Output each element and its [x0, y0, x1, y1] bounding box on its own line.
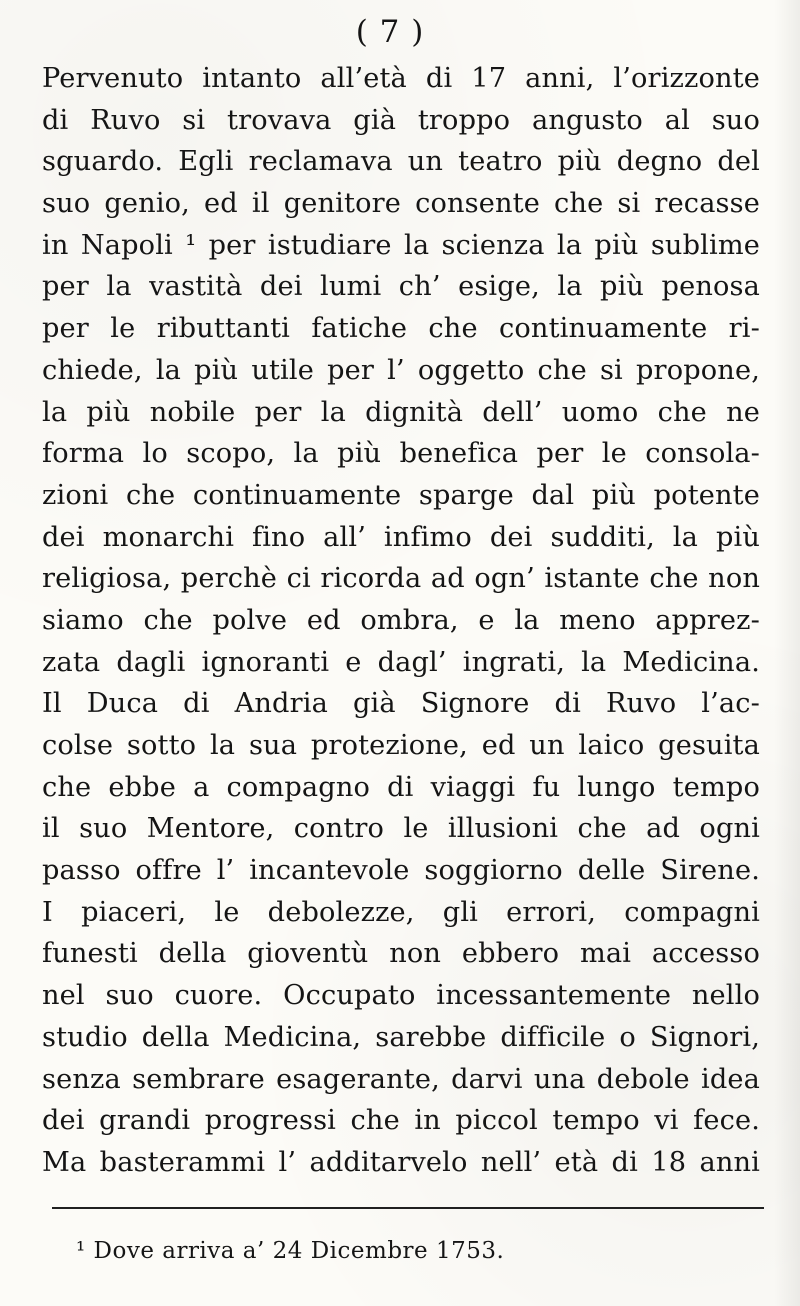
text-line-11: zioni che continuamente sparge dal più potente [42, 479, 760, 511]
text-line-12: dei monarchi fino all’ infimo dei sudditi, la più [42, 521, 760, 553]
footnote-text: ¹ Dove arriva a’ 24 Dicembre 1753. [76, 1238, 505, 1264]
text-line-27: Ma basterammi l’ additarvelo nell’ età di 18 anni [42, 1146, 760, 1178]
text-line-15: zata dagli ignoranti e dagl’ ingrati, la Medicina. [42, 646, 760, 678]
text-line-24: studio della Medicina, sarebbe difficile o Signori, [42, 1021, 760, 1053]
text-line-13: religiosa, perchè ci ricorda ad ogn’ istante che non [42, 563, 760, 595]
text-line-16: Il Duca di Andria già Signore di Ruvo l’ac- [42, 688, 760, 720]
text-line-14: siamo che polve ed ombra, e la meno apprez- [42, 604, 760, 636]
text-line-2: di Ruvo si trovava già troppo angusto al suo [42, 104, 760, 136]
page-number: ( 7 ) [355, 14, 425, 50]
body-text [42, 58, 760, 1184]
text-line-9: la più nobile per la dignità dell’ uomo che ne [42, 396, 760, 428]
text-line-1: Pervenuto intanto all’età di 17 anni, l’orizzonte [42, 63, 760, 94]
text-line-10: forma lo scopo, la più benefica per le consola- [42, 438, 760, 470]
page-edge-shadow [774, 0, 800, 1306]
text-line-21: I piaceri, le debolezze, gli errori, compagni [42, 896, 760, 928]
text-line-7: per le ributtanti fatiche che continuamente ri- [42, 313, 760, 345]
text-line-20: passo offre l’ incantevole soggiorno delle Sirene. [42, 855, 760, 887]
text-line-23: nel suo cuore. Occupato incessantemente nello [42, 980, 760, 1012]
text-line-18: che ebbe a compagno di viaggi fu lungo tempo [42, 771, 760, 803]
text-line-17: colse sotto la sua protezione, ed un laico gesuita [42, 730, 760, 761]
text-line-26: dei grandi progressi che in piccol tempo vi fece. [42, 1105, 760, 1137]
text-line-19: il suo Mentore, contro le illusioni che ad ogni [42, 813, 760, 845]
text-line-22: funesti della gioventù non ebbero mai accesso [42, 938, 760, 970]
text-line-5: in Napoli ¹ per istudiare la scienza la più sublime [42, 229, 760, 261]
text-line-4: suo genio, ed il genitore consente che si recasse [42, 188, 760, 220]
text-line-6: per la vastità dei lumi ch’ esige, la più penosa [42, 271, 760, 303]
text-line-25: senza sembrare esagerante, darvi una debole idea [42, 1063, 760, 1095]
footnote-divider [52, 1207, 764, 1209]
text-line-8: chiede, la più utile per l’ oggetto che si propone, [42, 354, 760, 386]
text-line-3: sguardo. Egli reclamava un teatro più degno del [42, 146, 760, 178]
